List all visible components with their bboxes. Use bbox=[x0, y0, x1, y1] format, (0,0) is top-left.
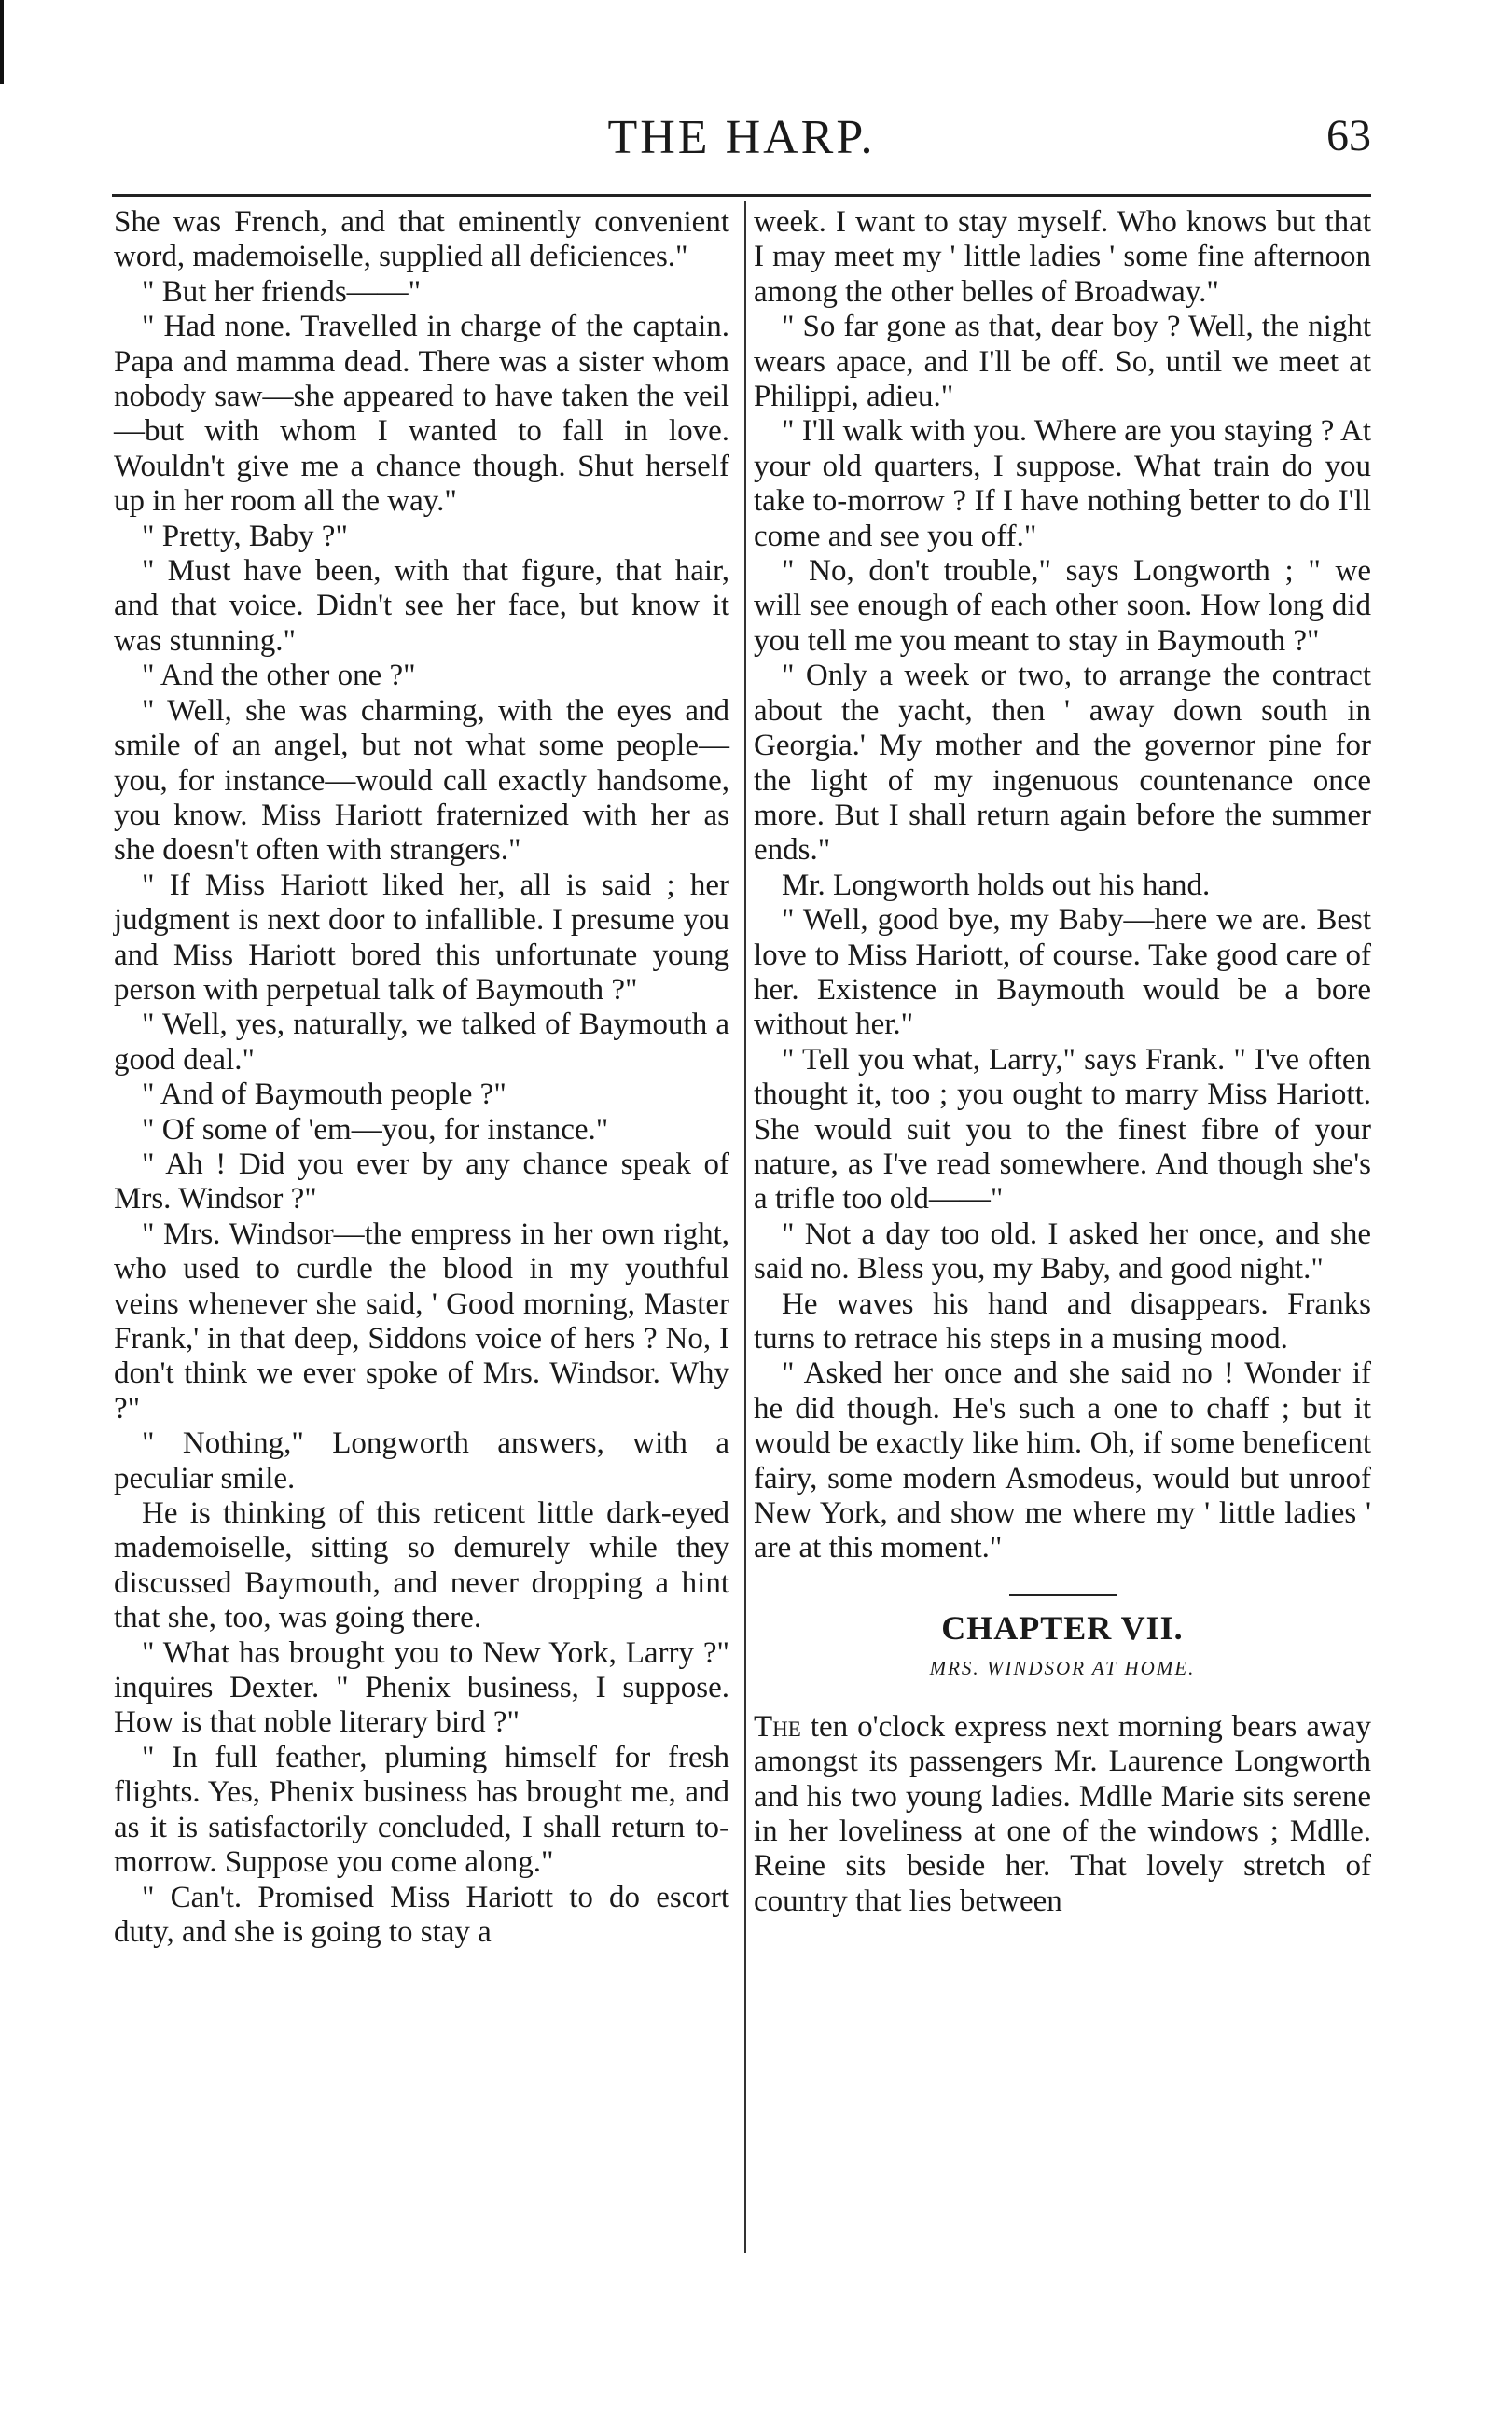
column-divider bbox=[744, 201, 746, 2253]
chapter-title: CHAPTER VII. bbox=[941, 1608, 1184, 1647]
paragraph: " What has brought you to New York, Larry ?" inquires Dexter. " Phenix business, I suppose. How is that noble literary bird ?" bbox=[114, 1635, 729, 1740]
paragraph: " Well, she was charming, with the eyes and smile of an angel, but not what some people—you, for instance—would call exactly handsome, you know. Miss Hariott fraternized with her as she doesn't often with strangers." bbox=[114, 693, 729, 868]
paragraph: week. I want to stay myself. Who knows but that I may meet my ' little ladies ' some fine afternoon among the other belles of Broadway." bbox=[754, 205, 1371, 309]
page-number: 63 bbox=[1326, 111, 1371, 160]
right-column bbox=[754, 205, 1371, 1919]
paragraph: " Only a week or two, to arrange the contract about the yacht, then ' away down south in Georgia.' My mother and the governor pine for the light of my ingenuous countenance once more. But I shall return again before the summer ends." bbox=[754, 659, 1371, 868]
running-title: THE HARP. bbox=[607, 111, 876, 164]
paragraph: " Ah ! Did you ever by any chance speak of Mrs. Windsor ?" bbox=[114, 1147, 729, 1217]
paragraph: " Not a day too old. I asked her once, and she said no. Bless you, my Baby, and good night." bbox=[754, 1217, 1371, 1286]
paragraph: He is thinking of this reticent little dark-eyed mademoiselle, sitting so demurely while they discussed Baymouth, and never dropping a hint that she, too, was going there. bbox=[114, 1496, 729, 1635]
chapter-subtitle: MRS. WINDSOR AT HOME. bbox=[929, 1656, 1196, 1679]
header-rule bbox=[112, 194, 1371, 197]
paragraph: " Tell you what, Larry," says Frank. " I've often thought it, too ; you ought to marry Miss Hariott. She would suit you to the finest fibre of your nature, as I've read somewhere. And though she's a trifle too old——" bbox=[754, 1042, 1371, 1217]
paragraph: " Nothing," Longworth answers, with a peculiar smile. bbox=[114, 1426, 729, 1495]
chapter-rule bbox=[1009, 1594, 1117, 1596]
page-header bbox=[112, 110, 1371, 175]
paragraph: " I'll walk with you. Where are you staying ? At your old quarters, I suppose. What train do you take to-morrow ? If I have nothing better to do I'll come and see you off." bbox=[754, 414, 1371, 553]
paragraph: She was French, and that eminently convenient word, mademoiselle, supplied all deficiences." bbox=[114, 205, 729, 274]
paragraph: " If Miss Hariott liked her, all is said ; her judgment is next door to infallible. I presume you and Miss Hariott bored this unfortunate young person with perpetual talk of Baymouth ?" bbox=[114, 868, 729, 1007]
paragraph: " Had none. Travelled in charge of the captain. Papa and mamma dead. There was a sister whom nobody saw—she appeared to have taken the veil—but with whom I wanted to fall in love. Wouldn't give me a chance though. Shut herself up in her room all the way." bbox=[114, 310, 729, 519]
paragraph: " Can't. Promised Miss Hariott to do escort duty, and she is going to stay a bbox=[114, 1880, 729, 1949]
paragraph: " Well, yes, naturally, we talked of Baymouth a good deal." bbox=[114, 1008, 729, 1077]
left-column bbox=[114, 205, 729, 1950]
paragraph: Mr. Longworth holds out his hand. bbox=[782, 868, 1211, 902]
paragraph: " Well, good bye, my Baby—here we are. Best love to Miss Hariott, of course. Take good care of her. Existence in Baymouth would be a bore without her." bbox=[754, 903, 1371, 1042]
paragraph: " In full feather, pluming himself for fresh flights. Yes, Phenix business has brought me, and as it is satisfactorily concluded, I shall return to-morrow. Suppose you come along." bbox=[114, 1740, 729, 1880]
paragraph: " Asked her once and she said no ! Wonder if he did though. He's such a one to chaff ; but it would be exactly like him. Oh, if some beneficent fairy, some modern Asmodeus, would but unroof New York, and show me where my ' little ladies ' are at this moment." bbox=[754, 1356, 1371, 1565]
chapter-opening-paragraph bbox=[754, 1710, 1371, 1919]
paragraph: " And of Baymouth people ?" bbox=[142, 1078, 506, 1112]
paragraph: He waves his hand and disappears. Franks turns to retrace his steps in a musing mood. bbox=[754, 1286, 1371, 1356]
paragraph: " Of some of 'em—you, for instance." bbox=[142, 1112, 609, 1147]
paragraph: " Must have been, with that figure, that hair, and that voice. Didn't see her face, but know it was stunning." bbox=[114, 554, 729, 658]
paragraph: " So far gone as that, dear boy ? Well, the night wears apace, and I'll be off. So, until we meet at Philippi, adieu." bbox=[754, 310, 1371, 414]
opening-text: ten o'clock express next morning bears away amongst its passengers Mr. Laurence Longworth and his two young ladies. Mdlle Marie sits serene in her loveliness at one of the windows ; Mdlle. Reine sits beside her. That lovely stretch of country that lies between bbox=[754, 1709, 1371, 1918]
paragraph: " Pretty, Baby ?" bbox=[142, 519, 348, 553]
paragraph: " No, don't trouble," says Longworth ; " we will see enough of each other soon. How long did you tell me you meant to stay in Baymouth ?" bbox=[754, 554, 1371, 658]
paragraph: " Mrs. Windsor—the empress in her own right, who used to curdle the blood in my youthful veins whenever she said, ' Good morning, Master Frank,' in that deep, Siddons voice of hers ? No, I don't think we ever spoke of Mrs. Windsor. Why ?" bbox=[114, 1217, 729, 1426]
paragraph: " But her friends——" bbox=[142, 274, 422, 309]
opening-word: The bbox=[754, 1709, 801, 1744]
scan-edge-mark bbox=[0, 0, 4, 84]
paragraph: " And the other one ?" bbox=[142, 659, 416, 693]
